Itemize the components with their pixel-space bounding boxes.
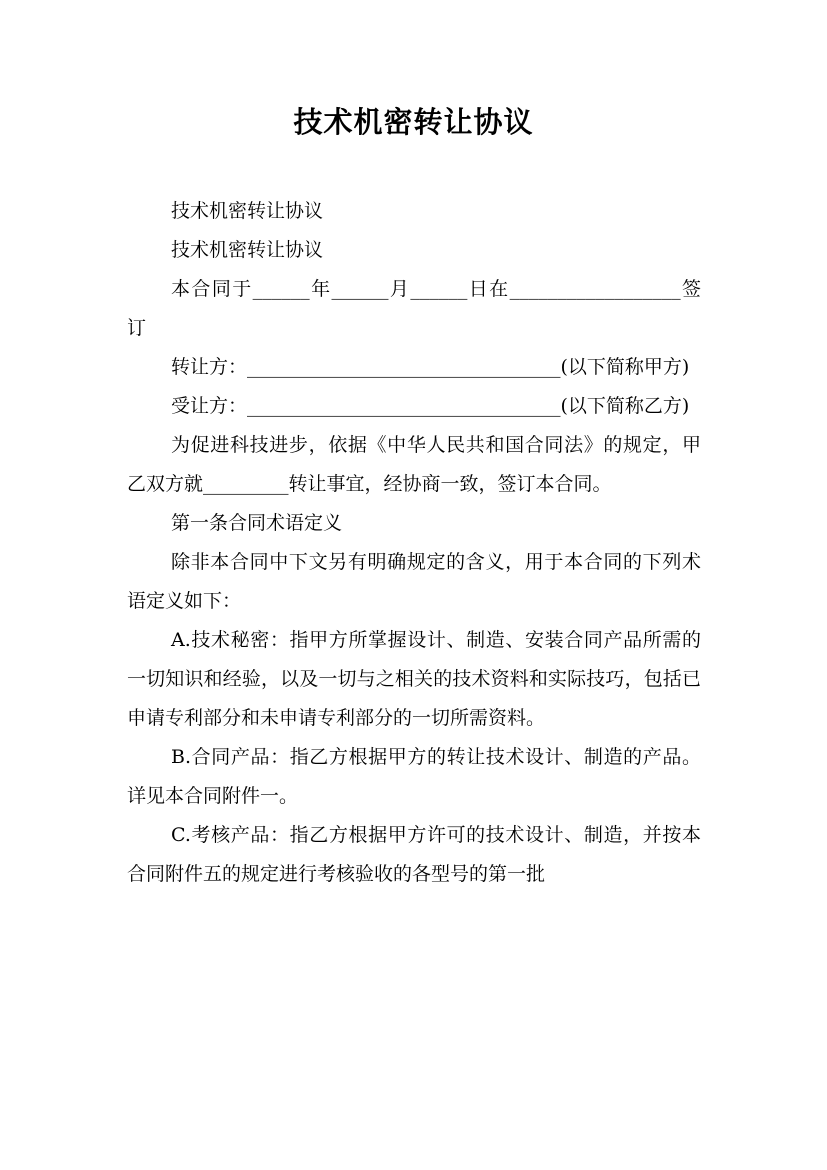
paragraph: 除非本合同中下文另有明确规定的含义，用于本合同的下列术语定义如下： xyxy=(127,551,701,612)
article-heading: 第一条合同术语定义 xyxy=(171,512,343,534)
definition-c: C.考核产品：指乙方根据甲方许可的技术设计、制造，并按本合同附件五的规定进行考核验收的各型号的第一批 xyxy=(127,824,701,885)
transferor-paragraph: 转让方：_________________________________(以下简称甲方) xyxy=(171,356,690,378)
signing-date-paragraph: 本合同于______年______月______日在__________________签订 xyxy=(127,278,701,339)
document-title: 技术机密转让协议 xyxy=(293,105,534,139)
transferee-paragraph: 受让方：_________________________________(以下简称乙方) xyxy=(171,395,690,417)
paragraph: 技术机密转让协议 xyxy=(171,200,324,222)
paragraph: 技术机密转让协议 xyxy=(171,239,324,261)
document-body xyxy=(127,192,701,894)
definition-b: B.合同产品：指乙方根据甲方的转让技术设计、制造的产品。详见本合同附件一。 xyxy=(127,746,701,807)
paragraph: 为促进科技进步，依据《中华人民共和国合同法》的规定，甲乙双方就_________转让事宜，经协商一致，签订本合同。 xyxy=(127,434,701,495)
definition-a: A.技术秘密：指甲方所掌握设计、制造、安装合同产品所需的一切知识和经验，以及一切与之相关的技术资料和实际技巧，包括已申请专利部分和未申请专利部分的一切所需资料。 xyxy=(127,629,701,729)
